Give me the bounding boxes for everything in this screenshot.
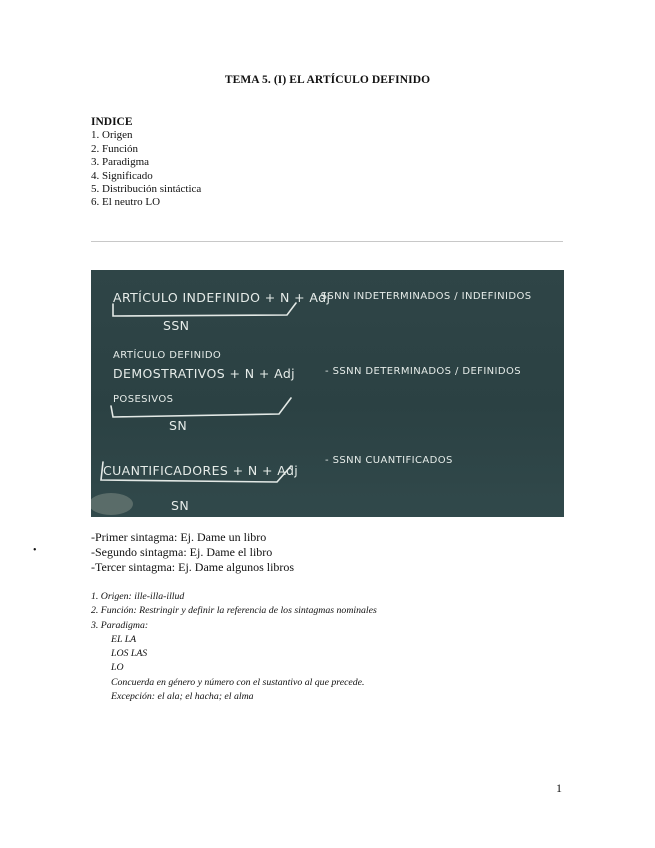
index-item-funcion: 2. Función (91, 142, 139, 155)
board-line1-right: - SSNN INDETERMINADOS / INDEFINIDOS (313, 291, 532, 302)
board-line2-under: SN (169, 418, 188, 433)
board-line1-under: SSN (163, 318, 190, 333)
chalkboard-drawing (91, 270, 564, 517)
board-line3-left: CUANTIFICADORES + N + Adj (103, 463, 299, 478)
index-section (91, 116, 201, 210)
board-line2c: POSESIVOS (113, 394, 174, 405)
page-number: 1 (556, 781, 562, 795)
index-item-significado: 4. Significado (91, 169, 153, 182)
note-forms-2: LOS LAS (111, 648, 148, 660)
chalk-smudge (91, 493, 133, 515)
note-funcion: 2. Función: Restringir y definir la referencia de los sintagmas nominales (91, 605, 377, 617)
index-heading: INDICE (91, 116, 133, 128)
example-line-1: -Primer sintagma: Ej. Dame un libro (91, 530, 267, 544)
horizontal-rule (91, 241, 563, 242)
board-line2-right: - SSNN DETERMINADOS / DEFINIDOS (325, 366, 522, 377)
index-item-neutro: 6. El neutro LO (91, 196, 161, 209)
note-exception: Excepción: el ala; el hacha; el alma (111, 691, 254, 703)
board-line1-left: ARTÍCULO INDEFINIDO + N + Adj (113, 290, 331, 305)
index-item-distribucion: 5. Distribución sintáctica (91, 183, 202, 196)
note-paradigma: 3. Paradigma: (91, 619, 149, 631)
board-line2b: DEMOSTRATIVOS + N + Adj (113, 366, 296, 381)
board-line2a: ARTÍCULO DEFINIDO (113, 350, 222, 361)
board-line3-under: SN (171, 498, 190, 513)
note-concord: Concuerda en género y número con el sustantivo al que precede. (111, 676, 365, 688)
board-line3-right: - SSNN CUANTIFICADOS (325, 455, 453, 466)
example-line-2: -Segundo sintagma: Ej. Dame el libro (91, 545, 273, 560)
chalkboard-photo (91, 270, 564, 517)
stray-bullet: • (33, 545, 37, 556)
note-forms-3: LO (111, 662, 124, 674)
notes-section (91, 590, 377, 704)
index-item-origen: 1. Origen (91, 129, 133, 142)
example-line-3: -Tercer sintagma: Ej. Dame algunos libros (91, 560, 295, 575)
examples-section (91, 530, 294, 576)
note-origen: 1. Origen: ille-illa-illud (91, 591, 185, 602)
page-title: TEMA 5. (I) EL ARTÍCULO DEFINIDO (224, 74, 431, 86)
note-forms-1: EL LA (111, 633, 137, 645)
index-item-paradigma: 3. Paradigma (91, 156, 150, 169)
index-list (91, 129, 201, 209)
